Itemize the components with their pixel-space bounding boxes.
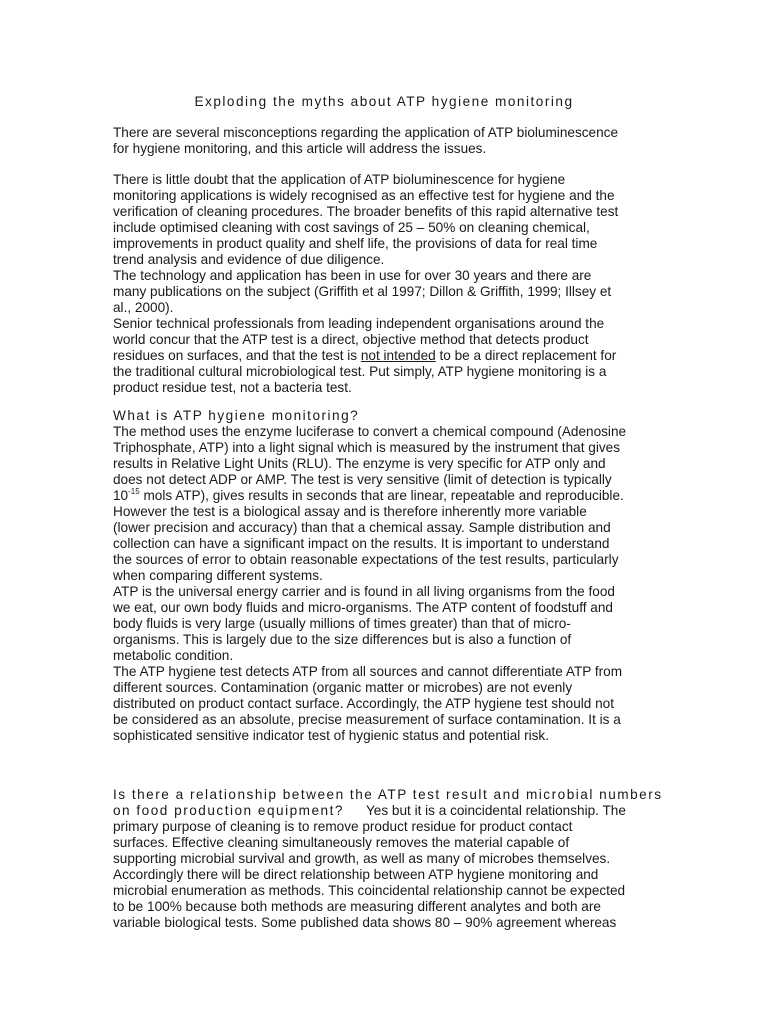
text-line: include optimised cleaning with cost savings of 25 – 50% on cleaning chemical,	[113, 220, 590, 235]
text-line: There are several misconceptions regarding the application of ATP bioluminescence	[113, 125, 619, 140]
text-line: organisms. This is largely due to the size differences but is also a function of	[113, 632, 572, 647]
text-line: when comparing different systems.	[113, 568, 323, 583]
text-line: microbial enumeration as methods. This coincidental relationship cannot be expected	[113, 883, 626, 898]
text-line: body fluids is very large (usually millions of times greater) than that of micro-	[113, 616, 571, 631]
text-line: Triphosphate, ATP) into a light signal which is measured by the instrument that gives	[113, 440, 620, 455]
heading-line-2	[113, 803, 673, 819]
text-span: residues on surfaces, and that the test is	[113, 348, 361, 363]
text-line: we eat, our own body fluids and micro-organisms. The ATP content of foodstuff and	[113, 600, 613, 615]
text-line: product residue test, not a bacteria test.	[113, 380, 352, 395]
section-what-is-atp	[113, 408, 673, 744]
text-line: The ATP hygiene test detects ATP from all sources and cannot differentiate ATP from	[113, 664, 623, 679]
text-line: different sources. Contamination (organic matter or microbes) are not evenly	[113, 680, 573, 695]
paragraph-relationship	[113, 819, 673, 931]
paragraph-method	[113, 424, 673, 488]
text-line: The method uses the enzyme luciferase to convert a chemical compound (Adenosine	[113, 424, 627, 439]
paragraph-method-rest	[113, 504, 673, 744]
paragraph-benefits-end	[113, 364, 673, 396]
text-line: surfaces. Effective cleaning simultaneously removes the material capable of	[113, 835, 570, 850]
text-line: distributed on product contact surface. Accordingly, the ATP hygiene test should not	[113, 696, 615, 711]
text-line: Senior technical professionals from leading independent organisations around the	[113, 316, 605, 331]
text-line: primary purpose of cleaning is to remove product residue for product contact	[113, 819, 573, 834]
text-line: for hygiene monitoring, and this article will address the issues.	[113, 141, 487, 156]
text-line: collection can have a significant impact on the results. It is important to understand	[113, 536, 610, 551]
section-heading: Is there a relationship between the ATP test result and microbial numbers	[113, 787, 663, 802]
text-line: the sources of error to obtain reasonable expectations of the test results, particularly	[113, 552, 619, 567]
text-line: improvements in product quality and shelf life, the provisions of data for real time	[113, 236, 598, 251]
superscript: -15	[128, 487, 140, 496]
text-line: results in Relative Light Units (RLU). The enzyme is very specific for ATP only and	[113, 456, 606, 471]
text-line: sophisticated sensitive indicator test of hygienic status and potential risk.	[113, 728, 549, 743]
underlined-text: not intended	[360, 348, 436, 363]
section-relationship	[113, 787, 673, 931]
section-heading: What is ATP hygiene monitoring?	[113, 408, 360, 423]
text-line: The technology and application has been in use for over 30 years and there are	[113, 268, 592, 283]
paragraph-benefits	[113, 172, 673, 396]
paragraph-benefits-lines	[113, 172, 673, 348]
text-line: verification of cleaning procedures. The broader benefits of this rapid alternative test	[113, 204, 619, 219]
text-line: There is little doubt that the application of ATP bioluminescence for hygiene	[113, 172, 566, 187]
text-line: al., 2000).	[113, 300, 174, 315]
intro-paragraph	[113, 125, 673, 157]
text-line: many publications on the subject (Griffith et al 1997; Dillon & Griffith, 1999; Illsey et	[113, 284, 612, 299]
text-line: to be 100% because both methods are measuring different analytes and both are	[113, 899, 601, 914]
text-line: (lower precision and accuracy) than that a chemical assay. Sample distribution and	[113, 520, 611, 535]
text-line: supporting microbial survival and growth, as well as many of microbes themselves.	[113, 851, 611, 866]
section-heading: on food production equipment?	[113, 803, 344, 818]
document-title: Exploding the myths about ATP hygiene monitoring	[194, 94, 574, 109]
text-span: mols ATP), gives results in seconds that are linear, repeatable and reproducible.	[139, 488, 624, 503]
text-line: the traditional cultural microbiological test. Put simply, ATP hygiene monitoring is a	[113, 364, 607, 379]
text-line: ATP is the universal energy carrier and is found in all living organisms from the food	[113, 584, 615, 599]
text-span: 10	[113, 488, 129, 503]
text-line: trend analysis and evidence of due diligence.	[113, 252, 385, 267]
text-line: be considered as an absolute, precise measurement of surface contamination. It is a	[113, 712, 621, 727]
text-span: to be a direct replacement for	[435, 348, 617, 363]
text-span: Yes but it is a coincidental relationship. The	[365, 803, 626, 818]
text-line: Accordingly there will be direct relationship between ATP hygiene monitoring and	[113, 867, 599, 882]
text-line: monitoring applications is widely recognised as an effective test for hygiene and the	[113, 188, 615, 203]
text-line: does not detect ADP or AMP. The test is very sensitive (limit of detection is typically	[113, 472, 612, 487]
text-line: metabolic condition.	[113, 648, 234, 663]
text-line: variable biological tests. Some published data shows 80 – 90% agreement whereas	[113, 915, 617, 930]
text-line: However the test is a biological assay and is therefore inherently more variable	[113, 504, 587, 519]
superscript-line	[113, 488, 673, 504]
underline-line	[113, 348, 673, 364]
text-line: world concur that the ATP test is a direct, objective method that detects product	[113, 332, 589, 347]
